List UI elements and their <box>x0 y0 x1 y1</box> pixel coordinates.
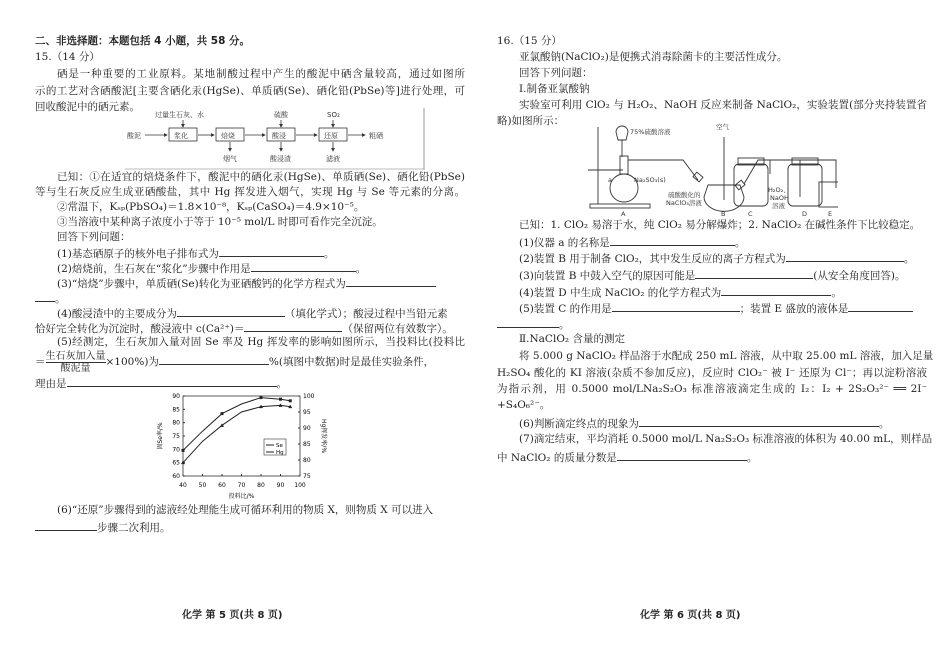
question-16-7-cont <box>497 449 757 465</box>
answer-blank[interactable] <box>612 300 740 312</box>
q-text: (1)仪器 a 的名称是 <box>519 237 610 249</box>
y-axis-label: 固Se率/% <box>157 422 164 450</box>
q-text: (从安全角度回答)。 <box>813 270 906 282</box>
plot-frame <box>183 396 300 476</box>
label-C: C <box>748 210 753 217</box>
question-16-1 <box>497 234 745 250</box>
q-text: (6)判断滴定终点的现象为 <box>519 418 639 430</box>
legend-label: Se <box>276 443 283 449</box>
method-line: 将 5.000 g NaClO₂ 样品溶于水配成 250 mL 溶液，从中取 25.00 mL 溶液，加入足量 <box>519 350 934 362</box>
answer-blank[interactable] <box>159 353 269 365</box>
q-text: 理由是 <box>35 378 67 390</box>
known: 已知：1. ClO₂ 易溶于水，纯 ClO₂ 易分解爆炸；2. NaClO₂ 在碱性条件下比较稳定。 <box>519 219 921 231</box>
method-line: H₂SO₄ 酸化的 KI 溶液(杂质不参加反应)，反应时 ClO₂⁻ 被 I⁻ 还原为 Cl⁻；再以淀粉溶液 <box>497 367 927 379</box>
question-15-5-reason <box>35 375 287 391</box>
q-text: 。 <box>746 452 758 464</box>
question-15-header: 15.（14 分） <box>35 51 100 63</box>
q-text: 。 <box>355 263 367 275</box>
q-text: 。 <box>903 253 915 265</box>
answer-blank[interactable] <box>497 316 559 328</box>
question-15-3-cont <box>35 290 66 306</box>
x-axis-label: 投料比/% <box>228 493 255 500</box>
flow-output: 烟气 <box>223 155 237 163</box>
flow-product: 粗硒 <box>369 132 383 140</box>
answer-blank[interactable] <box>177 305 285 317</box>
question-15-1 <box>35 245 334 261</box>
x-tick-label: 60 <box>218 482 226 489</box>
lab-line: 实验室可利用 ClO₂ 与 H₂O₂、NaOH 反应来制备 NaClO₂，实验装置(部分夹持装置省 <box>519 99 927 111</box>
x-tick-label: 80 <box>257 482 265 489</box>
q-text: 。 <box>55 293 66 305</box>
intro: 亚氯酸钠(NaClO₂)是便携式消毒除菌卡的主要活性成分。 <box>519 51 788 63</box>
answer-blank[interactable] <box>35 290 55 302</box>
intro-line: 硒是一种重要的工业原料。某地制酸过程中产生的酸泥中硒含量较高，通过如图所 <box>57 68 465 80</box>
q-text: (5)装置 C 的作用是 <box>519 303 612 315</box>
question-15-5: (5)经测定，生石灰加入量对固 Se 率及 Hg 挥发率的影响如图所示，当投料比(投料比 <box>57 336 465 348</box>
answer-blank[interactable] <box>610 234 735 246</box>
question-15-6: (6)“还原”步骤得到的滤液经处理能生成可循环利用的物质 X，则物质 X 可以进入 <box>57 504 434 516</box>
legend-label: Hg <box>276 450 284 456</box>
x-tick-label: 50 <box>198 482 207 489</box>
answer-blank[interactable] <box>35 519 97 531</box>
label-A: A <box>621 210 626 217</box>
data-point-Hg <box>260 396 263 399</box>
question-16-6 <box>497 415 889 431</box>
q-text: ×100%)为 <box>105 356 159 368</box>
q-text: 恰好完全转化为沉淀时，酸浸液中 c(Ca²⁺)＝ <box>35 323 245 335</box>
answer-blank[interactable] <box>617 449 747 461</box>
ask: 回答下列问题： <box>519 67 593 79</box>
question-15-4-cont <box>35 320 453 336</box>
q-text: ；装置 E 盛放的液体是 <box>739 303 849 315</box>
question-15-4 <box>35 305 448 321</box>
question-16-3 <box>497 267 905 283</box>
q-text: %(填图中数据)时是最佳实验条件， <box>268 356 435 368</box>
q-text: (4)酸浸渣中的主要成分为 <box>57 308 177 320</box>
label-d-solution: 溶液 <box>772 202 785 210</box>
answer-blank[interactable] <box>786 250 904 262</box>
q-text: (3)向装置 B 中鼓入空气的原因可能是 <box>519 270 696 282</box>
y-tick-label: 75 <box>172 433 180 440</box>
data-point-Hg <box>221 412 224 415</box>
process-flowchart <box>125 108 435 170</box>
question-16-4 <box>497 284 842 300</box>
y2-tick-label: 95 <box>303 409 311 416</box>
answer-blank[interactable] <box>695 267 813 279</box>
question-16-header: 16.（15 分） <box>497 35 562 47</box>
part-2-title: Ⅱ.NaClO₂ 含量的测定 <box>519 333 625 345</box>
label-B: B <box>721 210 726 217</box>
q-text: (2)装置 B 用于制备 ClO₂，其中发生反应的离子方程式为 <box>519 253 786 265</box>
label-d-solution: NaOH <box>770 194 789 202</box>
question-16-2 <box>497 250 914 266</box>
answer-blank[interactable] <box>219 245 324 257</box>
page-footer-right: 化学 第 6 页(共 8 页) <box>640 610 741 621</box>
q-text: 中 NaClO₂ 的质量分数是 <box>497 452 617 464</box>
q-text: (1)基态硒原子的核外电子排布式为 <box>57 248 219 260</box>
label-na2so3: Na₂SO₃(s) <box>634 176 666 184</box>
label-b-solution: NaClO₃溶液 <box>666 199 702 207</box>
y-tick-label: 60 <box>172 473 180 480</box>
q-text: （填化学式）；酸浸过程中当铅元素 <box>284 308 448 320</box>
denominator: 酸泥量 <box>60 362 91 374</box>
apparatus-diagram <box>588 122 838 217</box>
known-line: 回答下列问题： <box>57 231 131 243</box>
x-tick-label: 100 <box>294 482 306 489</box>
method-line: +S₄O₆²⁻。 <box>497 399 551 411</box>
flow-output: 酸浸渣 <box>270 155 291 163</box>
lab-line: 略)如图所示： <box>497 115 565 127</box>
question-16-5 <box>497 300 913 316</box>
y2-tick-label: 80 <box>303 457 311 464</box>
flow-input: 过量生石灰、水 <box>155 111 204 119</box>
flow-output: 滤液 <box>326 155 340 163</box>
section-title: 二、非选择题：本题包括 4 小题，共 58 分。 <box>35 35 251 47</box>
y2-tick-label: 85 <box>303 441 311 448</box>
known-line: ②常温下，Kₛₚ(PbSO₄)＝1.8×10⁻⁸，Kₛₚ(CaSO₄)＝4.9×10⁻⁵。 <box>57 201 365 213</box>
data-point-Hg <box>279 398 282 401</box>
y-tick-label: 65 <box>172 459 180 467</box>
x-tick-label: 90 <box>276 482 285 489</box>
label-E: E <box>828 210 833 217</box>
data-point-Hg <box>182 449 185 452</box>
question-15-3 <box>35 275 436 291</box>
label-D: D <box>802 210 808 217</box>
answer-blank[interactable] <box>721 284 831 296</box>
flow-input: 硫酸 <box>274 111 288 119</box>
question-16-7: (7)滴定结束，平均消耗 0.5000 mol/L Na₂S₂O₃ 标准溶液的体积为 40.00 mL，则样品 <box>519 433 933 445</box>
q-text: 步骤二次利用。 <box>97 522 171 534</box>
label-b-solution: 硫酸酸化的 <box>668 191 701 199</box>
q-text: 。 <box>559 319 570 331</box>
flow-step: 焙烧 <box>221 132 235 140</box>
data-point-Hg <box>289 399 292 402</box>
q-text: (2)焙烧前，生石灰在“浆化”步骤中作用是 <box>57 263 251 275</box>
question-15-5-cont <box>35 350 434 374</box>
known-line: 等与生石灰反应生成亚硒酸盐，其中 Hg 挥发进入烟气，实现 Hg 与 Se 等元素的分离。 <box>35 186 465 198</box>
y-tick-label: 70 <box>172 446 180 454</box>
q-text: (3)“焙烧”步骤中，单质硒(Se)转化为亚硒酸钙的化学方程式为 <box>57 278 346 290</box>
fraction <box>46 351 106 374</box>
answer-blank[interactable] <box>67 375 277 387</box>
x-tick-label: 70 <box>237 482 246 489</box>
q-text: (4)装置 D 中生成 NaClO₂ 的化学方程式为 <box>519 287 722 299</box>
answer-blank[interactable] <box>251 260 356 272</box>
answer-blank[interactable] <box>244 320 342 332</box>
q-text: 。 <box>323 248 335 260</box>
q-text: 。 <box>276 378 287 390</box>
q-text: 。 <box>831 287 842 299</box>
flow-input: SO₂ <box>327 111 340 119</box>
intro-line: 回收酸泥中的硒元素。 <box>35 101 140 113</box>
answer-blank[interactable] <box>848 300 913 312</box>
page-footer-left: 化学 第 5 页(共 8 页) <box>182 610 283 621</box>
y2-axis-label: Hg挥发率/% <box>320 418 327 454</box>
numerator: 生石灰加入量 <box>45 350 106 362</box>
y-tick-label: 90 <box>172 393 180 400</box>
question-15-6-cont <box>35 519 171 535</box>
se-hg-chart <box>150 390 330 502</box>
answer-blank[interactable] <box>346 275 436 287</box>
flow-start: 酸泥 <box>127 132 141 140</box>
q-text: 。 <box>878 418 890 430</box>
answer-blank[interactable] <box>639 415 879 427</box>
q-text: ＝ <box>35 356 46 368</box>
method-line: 为指示剂，用 0.5000 mol/LNa₂S₂O₃ 标准溶液滴定生成的 I₂：I₂ + 2S₂O₃²⁻ ══ 2I⁻ <box>497 383 927 395</box>
y2-tick-label: 90 <box>303 425 311 432</box>
label-d-solution: H₂O₂、 <box>768 186 790 194</box>
label-acid: 75%硫酸溶液 <box>630 128 671 136</box>
part-1-title: Ⅰ.制备亚氯酸钠 <box>519 83 590 95</box>
flow-step: 浆化 <box>174 132 188 140</box>
x-tick-label: 40 <box>179 482 187 489</box>
flow-step: 还原 <box>324 132 338 140</box>
q-text: （保留两位有效数字）。 <box>342 323 453 335</box>
intro-line: 示的工艺对含硒酸泥[主要含硒化汞(HgSe)、单质硒(Se)、硒化铅(PbSe)等]进行处理，可 <box>35 85 465 97</box>
q-text: 。 <box>734 237 746 249</box>
known-line: 已知：①在适宜的焙烧条件下，酸泥中的硒化汞(HgSe)、单质硒(Se)、硒化铅(PbSe) <box>57 171 465 183</box>
known-line: ③当溶液中某种离子浓度小于等于 10⁻⁵ mol/L 时即可看作完全沉淀。 <box>57 216 383 228</box>
flow-step: 酸浸 <box>272 132 286 140</box>
y2-tick-label: 75 <box>303 473 311 480</box>
label-air: 空气 <box>716 123 729 131</box>
label-a: a <box>608 176 612 184</box>
y-tick-label: 85 <box>172 406 180 414</box>
y-tick-label: 80 <box>172 419 180 427</box>
question-16-5-cont <box>497 316 570 332</box>
y2-tick-label: 100 <box>303 393 315 400</box>
question-15-2 <box>35 260 366 276</box>
